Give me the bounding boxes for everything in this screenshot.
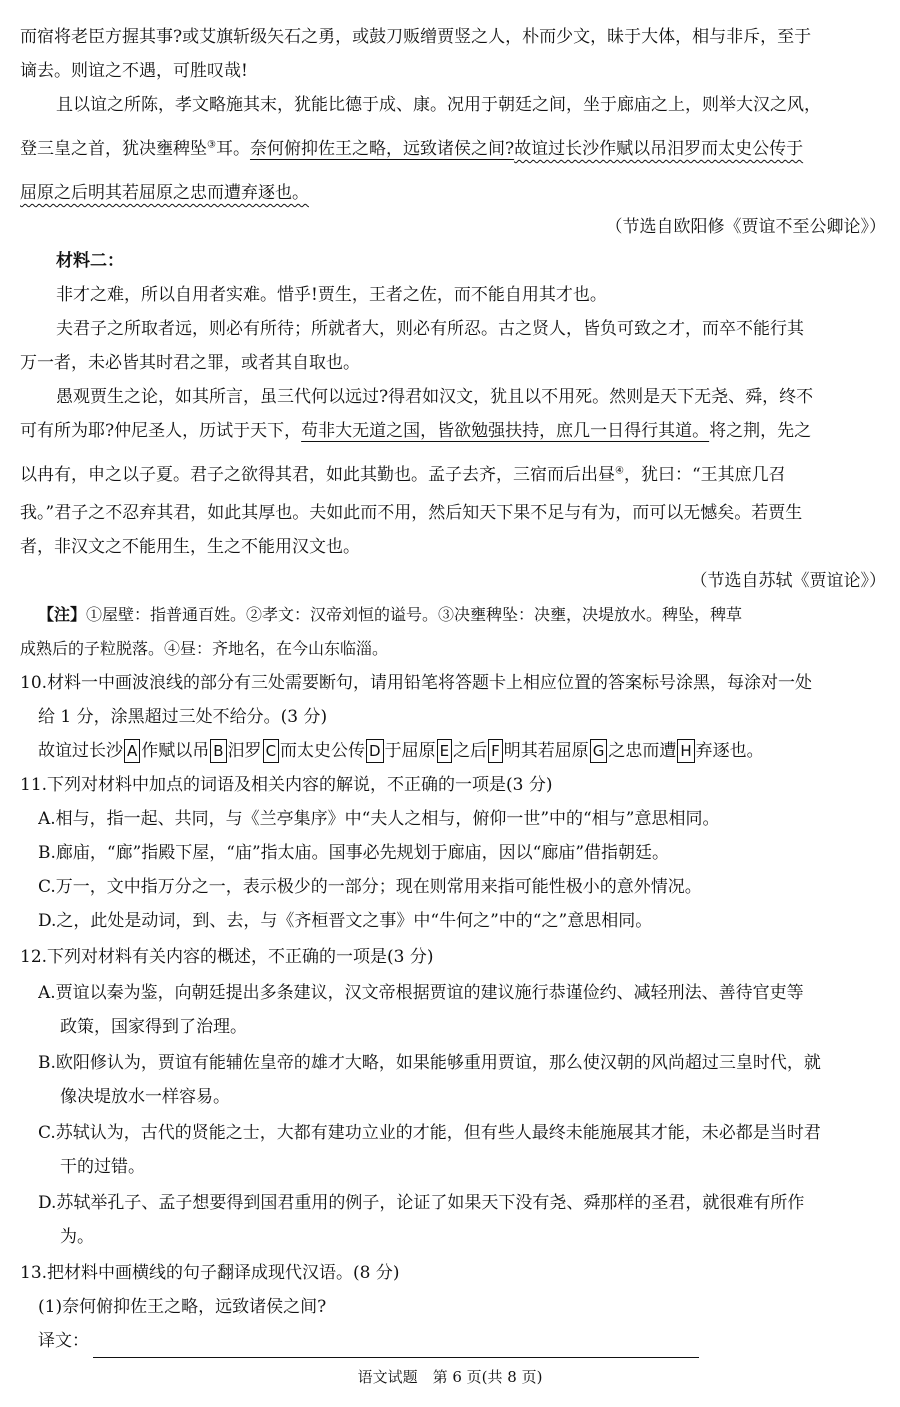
material1-para2-line: 且以谊之所陈，孝文略施其末，犹能比德于成、康。况用于朝廷之间，坐于廊庙之上，则举大汉之风， (56, 95, 821, 115)
footnote-marker: ③ (207, 139, 216, 151)
material1-text-line: 谪去。则谊之不遇，可胜叹哉! (20, 61, 248, 81)
answer-row (38, 1324, 886, 1358)
break-option-box[interactable]: H (677, 739, 694, 763)
material2-para-line: 万一者，未必皆其时君之罪，或者其自取也。 (20, 353, 360, 373)
footnote-marker: ④ (615, 465, 624, 477)
break-option-box[interactable]: E (437, 739, 452, 763)
source-citation: （节选自欧阳修《贾谊不至公卿论》） (605, 217, 886, 237)
notes-label: 【注】 (38, 605, 87, 624)
underlined-sentence: 苟非大无道之国，皆欲勉强扶持，庶几一日得行其道。 (301, 421, 710, 441)
underlined-sentence: 奈何俯抑佐王之略，远致诸侯之间? (249, 139, 515, 159)
text-run: 以冉有，申之以子夏。君子之欲得其君，如此其勤也。孟子去齐，三宿而后出昼 (20, 465, 615, 485)
break-option-box[interactable]: B (210, 739, 226, 763)
material1-text-line: 而宿将老臣方握其事?或艾旗斩级矢石之勇，或鼓刀贩缯贾竖之人，朴而少文，昧于大体，相与非斥，至于 (20, 27, 812, 47)
question-11-option: C.万一，文中指万分之一，表示极少的一部分；现在则常用来指可能性极小的意外情况。 (38, 877, 702, 897)
answer-label: 译文： (38, 1331, 89, 1351)
question-12-option-a: A.贾谊以秦为鉴，向朝廷提出多条建议，汉文帝根据贾谊的建议施行恭谨俭约、减轻刑法、善待官吏等 (38, 983, 804, 1003)
material2-para-line (20, 458, 886, 492)
question-12-option-c: 干的过错。 (60, 1157, 145, 1177)
question-12-option-b: 像决堤放水一样容易。 (60, 1087, 230, 1107)
question-12-option-b: B.欧阳修认为，贾谊有能辅佐皇帝的雄才大略，如果能够重用贾谊，那么使汉朝的风尚超过三皇时代，就 (38, 1053, 821, 1073)
question-12-option-d: 为。 (60, 1227, 94, 1247)
segment: 而太史公传 (280, 741, 366, 761)
notes-line (38, 598, 886, 632)
page-footer: 语文试题 第 6 页(共 8 页) (357, 1368, 543, 1386)
segment: 作赋以吊 (141, 741, 210, 761)
segment: 之忠而遭 (608, 741, 677, 761)
text-run: 登三皇之首，犹决壅稗坠 (20, 139, 207, 159)
question-12-stem: 12.下列对材料有关内容的概述，不正确的一项是(3 分) (20, 947, 434, 967)
question-13-item: (1)奈何俯抑佐王之略，远致诸侯之间? (38, 1297, 327, 1317)
material2-para-line: 愚观贾生之论，如其所言，虽三代何以远过?得君如汉文，犹且以不用死。然则是天下无尧、舜，终不 (56, 387, 814, 407)
segment: 汨罗 (227, 741, 262, 761)
material2-para-line: 我。”君子之不忍弃其君，如此其厚也。夫如此而不用，然后知天下果不足与有为，而可以无憾矣。若贾生 (20, 503, 803, 523)
segment: 故谊过长沙 (38, 741, 123, 761)
text-run: 可有所为耶?仲尼圣人，历试于天下， (20, 421, 302, 441)
question-12-option-d: D.苏轼举孔子、孟子想要得到国君重用的例子，论证了如果天下没有尧、舜那样的圣君，就很难有所作 (38, 1193, 805, 1213)
break-option-box[interactable]: A (124, 739, 140, 763)
notes-text: ①屋壁：指普通百姓。②孝文：汉帝刘恒的谥号。③决壅稗坠：决壅，决堤放水。稗坠，稗草 (86, 605, 743, 624)
text-run: 耳。 (215, 139, 250, 159)
text-run: ，犹曰：“王其庶几召 (623, 465, 786, 485)
question-10-stem: 给 1 分，涂黑超过三处不给分。(3 分) (38, 707, 328, 727)
break-option-box[interactable]: C (263, 739, 279, 763)
segment: 弃逐也。 (695, 741, 764, 761)
material2-para-line: 夫君子之所取者远，则必有所待；所就者大，则必有所忍。古之贤人，皆负可致之才，而卒不能行其 (56, 319, 804, 339)
material2-para-line: 者，非汉文之不能用生，生之不能用汉文也。 (20, 537, 360, 557)
notes-line: 成熟后的子粒脱落。④昼：齐地名，在今山东临淄。 (20, 639, 389, 658)
material2-heading: 材料二： (56, 251, 124, 271)
wavy-underlined-text: 屈原之后明其若屈原之忠而遭弃逐也。 (20, 183, 309, 203)
material2-para-line: 非才之难，所以自用者实难。惜乎!贾生，王者之佐，而不能自用其才也。 (56, 285, 607, 305)
question-13-stem: 13.把材料中画横线的句子翻译成现代汉语。(8 分) (20, 1263, 400, 1283)
question-12-option-a: 政策，国家得到了治理。 (60, 1017, 247, 1037)
material1-para2-line (20, 132, 886, 166)
segment: 明其若屈原 (503, 741, 589, 761)
question-11-option: D.之，此处是动词，到、去，与《齐桓晋文之事》中“牛何之”中的“之”意思相同。 (38, 911, 653, 931)
question-10-sentence (38, 734, 886, 768)
text-run: 将之荆，先之 (709, 421, 812, 441)
break-option-box[interactable]: F (488, 739, 503, 763)
answer-blank-line[interactable] (93, 1335, 699, 1358)
segment: 于屈原 (384, 741, 436, 761)
question-11-stem: 11.下列对材料中加点的词语及相关内容的解说，不正确的一项是(3 分) (20, 775, 553, 795)
segment: 之后 (453, 741, 488, 761)
question-11-option: A.相与，指一起、共同，与《兰亭集序》中“夫人之相与，俯仰一世”中的“相与”意思相同。 (38, 809, 720, 829)
break-option-box[interactable]: G (590, 739, 608, 763)
question-10-stem: 10.材料一中画波浪线的部分有三处需要断句，请用铅笔将答题卡上相应位置的答案标号涂黑，每涂对一处 (20, 673, 813, 693)
break-option-box[interactable]: D (366, 739, 384, 763)
material1-para2-line (20, 176, 886, 210)
material2-para-line (20, 414, 886, 448)
question-12-option-c: C.苏轼认为，古代的贤能之士，大都有建功立业的才能，但有些人最终未能施展其才能，未必都是当时君 (38, 1123, 821, 1143)
source-citation: （节选自苏轼《贾谊论》） (690, 571, 886, 591)
wavy-underlined-text: 故谊过长沙作赋以吊汨罗而太史公传于 (514, 139, 804, 159)
question-11-option: B.廊庙，“廊”指殿下屋，“庙”指太庙。国事必先规划于廊庙，因以“廊庙”借指朝廷。 (38, 843, 670, 863)
